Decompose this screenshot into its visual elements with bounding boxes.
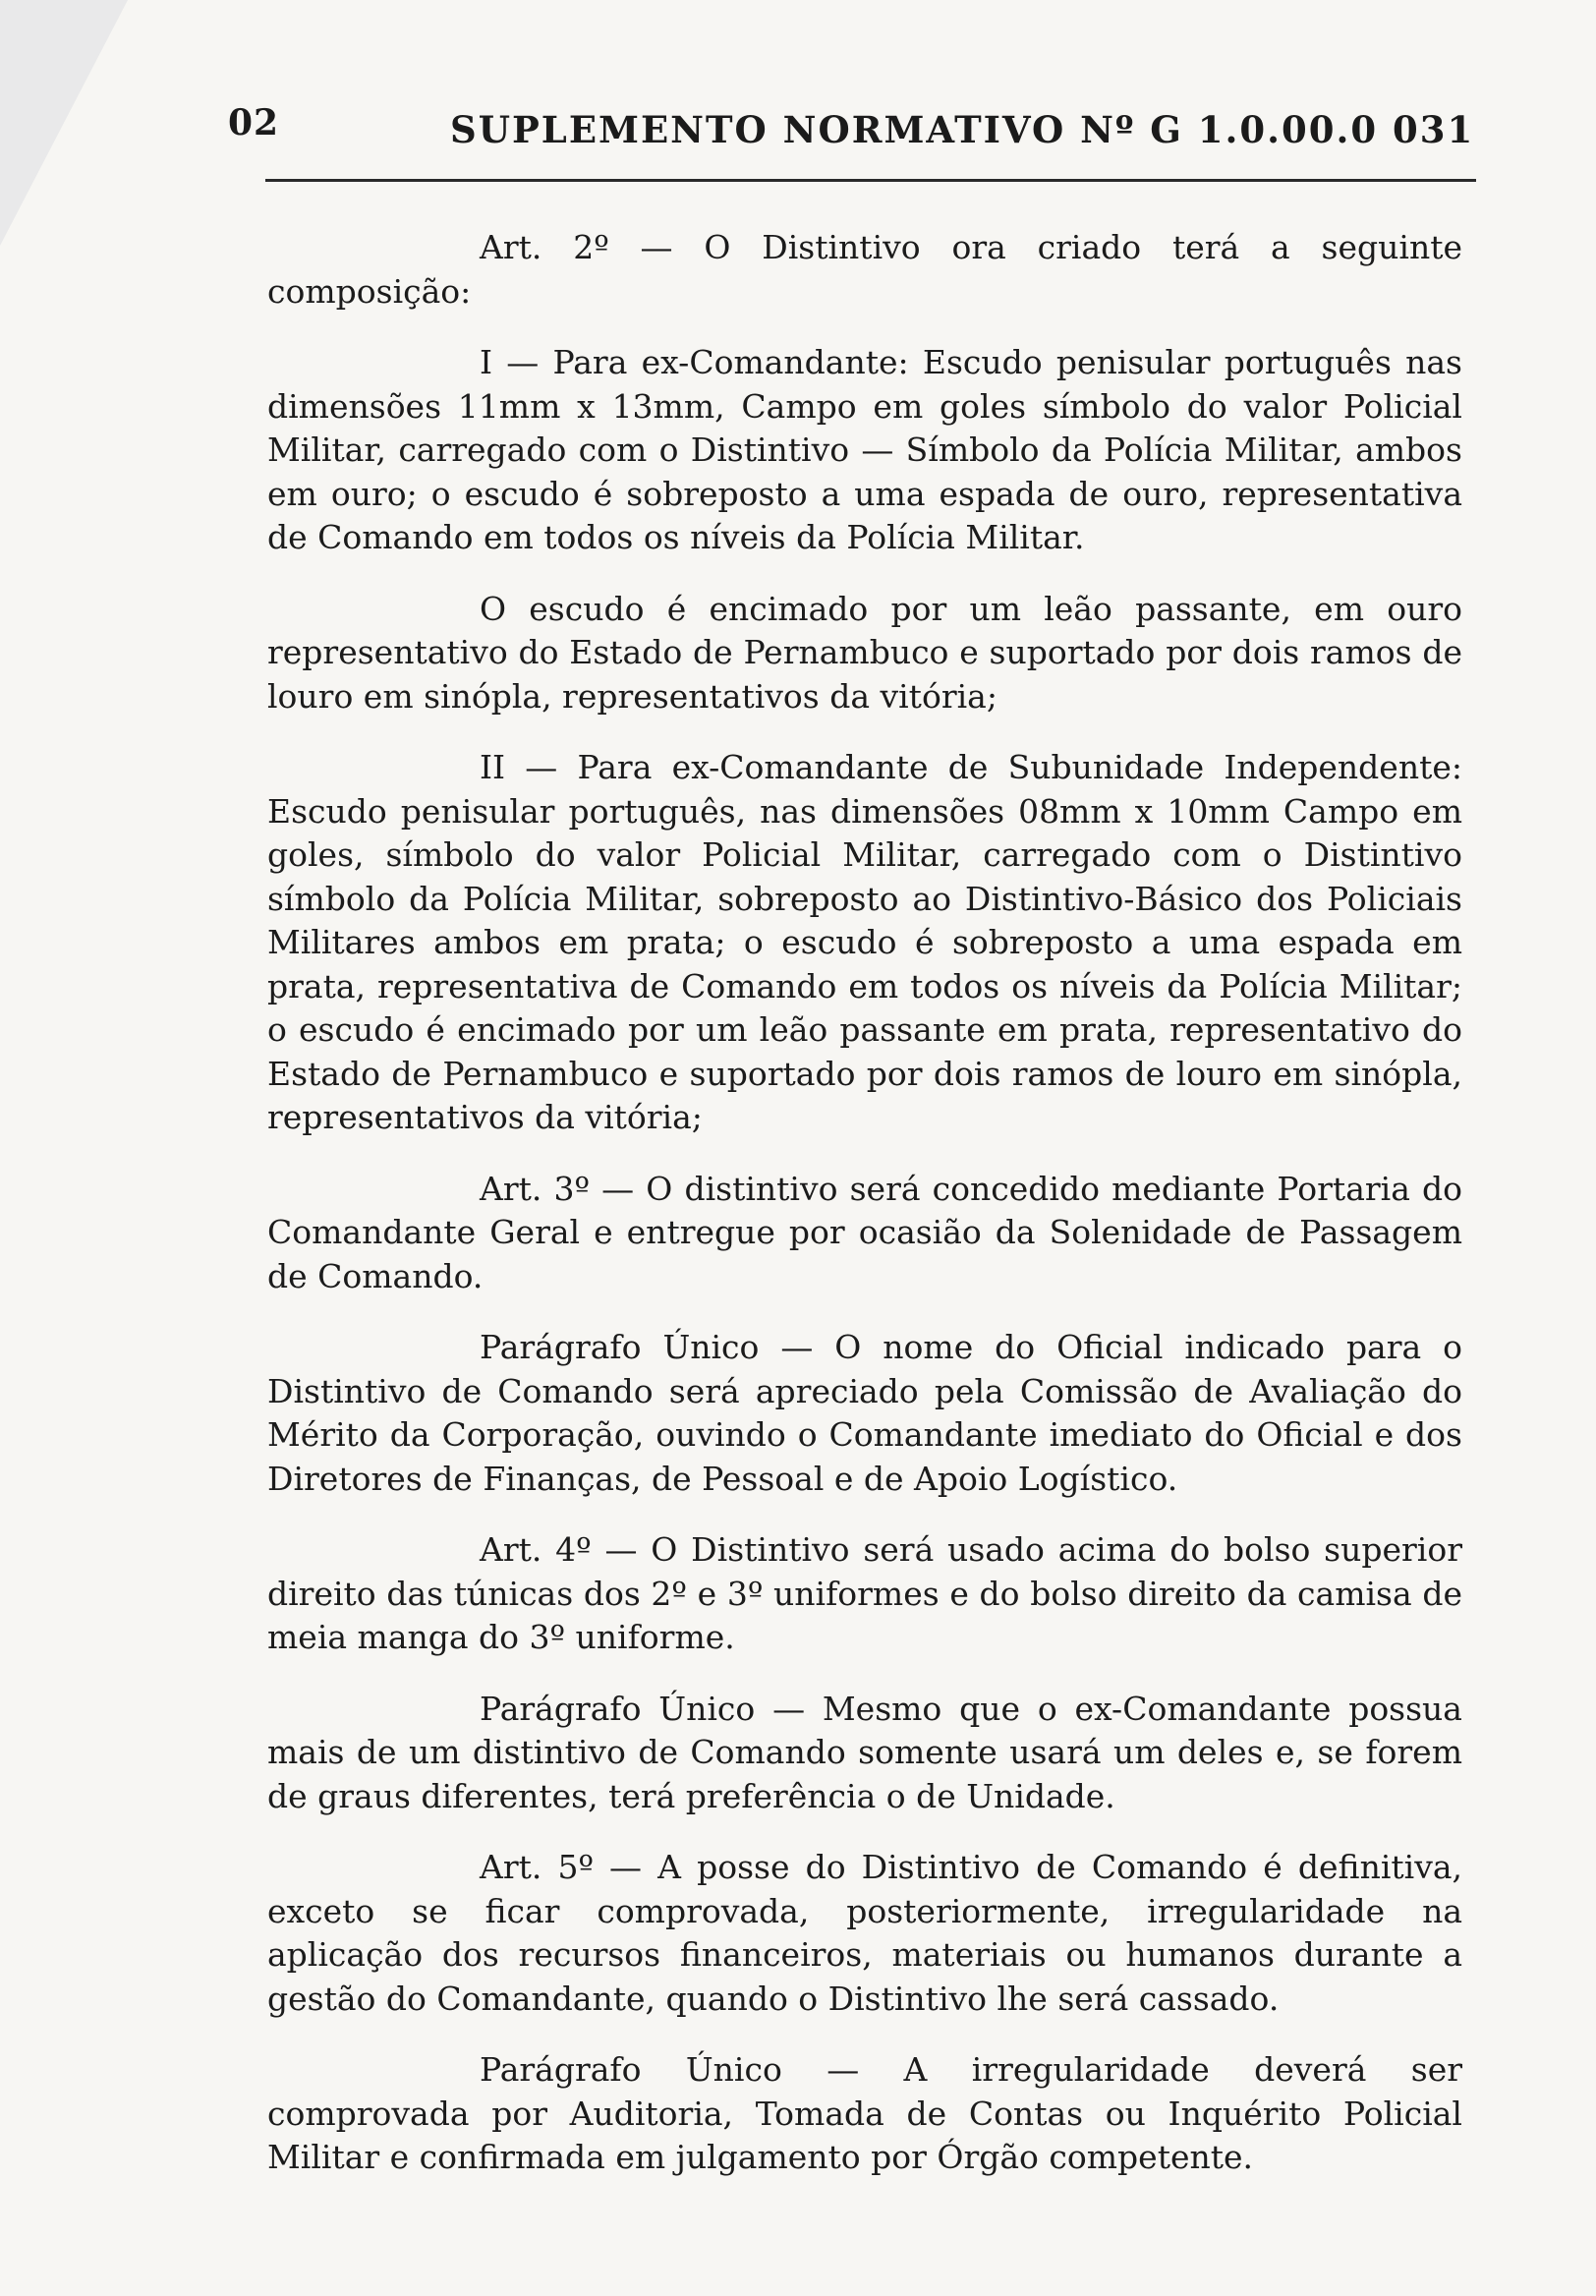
art-5-paragrafo-unico: Parágrafo Único — A irregularidade deverá ser comprovada por Auditoria, Tomada de Contas ou Inquérito Policial Militar e confirmada em julgamento por Órgão competente.: [267, 2050, 1462, 2176]
item-i-paragraph: I — Para ex-Comandante: Escudo penisular português nas dimensões 11mm x 13mm, Campo em goles símbolo do valor Policial Militar, carregado com o Distintivo — Símbolo da Polícia Militar, ambos em ouro; o escudo é sobreposto a uma espada de ouro, representativa de Comando em todos os níveis da Polícia Militar.: [267, 343, 1462, 556]
escudo-paragraph: O escudo é encimado por um leão passante, em ouro representativo do Estado de Pernambuco e suportado por dois ramos de louro em sinópla, representativos da vitória;: [267, 589, 1462, 716]
page-number: 02: [228, 102, 280, 144]
art-4-paragraph: Art. 4º — O Distintivo será usado acima do bolso superior direito das túnicas dos 2º e 3º uniformes e do bolso direito da camisa de meia manga do 3º uniforme.: [267, 1530, 1462, 1656]
running-header-title: SUPLEMENTO NORMATIVO Nº G 1.0.00.0 031: [450, 108, 1475, 151]
art-5-paragraph: Art. 5º — A posse do Distintivo de Comando é definitiva, exceto se ficar comprovada, posteriormente, irregularidade na aplicação dos recursos financeiros, materiais ou humanos durante a gestão do Comandante, quando o Distintivo lhe será cassado.: [267, 1848, 1462, 2018]
art-3-paragraph: Art. 3º — O distintivo será concedido mediante Portaria do Comandante Geral e entregue por ocasião da Solenidade de Passagem de Comando.: [267, 1169, 1462, 1295]
page-corner-fold: [0, 0, 128, 246]
art-4-paragrafo-unico: Parágrafo Único — Mesmo que o ex-Comandante possua mais de um distintivo de Comando somente usará um deles e, se forem de graus diferentes, terá preferência o de Unidade.: [267, 1689, 1462, 1815]
header-divider: [265, 179, 1476, 182]
document-body: [267, 226, 1462, 2208]
item-ii-paragraph: II — Para ex-Comandante de Subunidade Independente: Escudo penisular português, nas dimensões 08mm x 10mm Campo em goles, símbolo do valor Policial Militar, carregado com o Distintivo símbolo da Polícia Militar, sobreposto ao Distintivo-Básico dos Policiais Militares ambos em prata; o escudo é sobreposto a uma espada em prata, representativa de Comando em todos os níveis da Polícia Militar; o escudo é encimado por um leão passante em prata, representativo do Estado de Pernambuco e suportado por dois ramos de louro em sinópla, representativos da vitória;: [267, 748, 1462, 1136]
art-3-paragrafo-unico: Parágrafo Único — O nome do Oficial indicado para o Distintivo de Comando será apreciado pela Comissão de Avaliação do Mérito da Corporação, ouvindo o Comandante imediato do Oficial e dos Diretores de Finanças, de Pessoal e de Apoio Logístico.: [267, 1328, 1462, 1498]
art-2-paragraph: Art. 2º — O Distintivo ora criado terá a seguinte composição:: [267, 228, 1462, 311]
